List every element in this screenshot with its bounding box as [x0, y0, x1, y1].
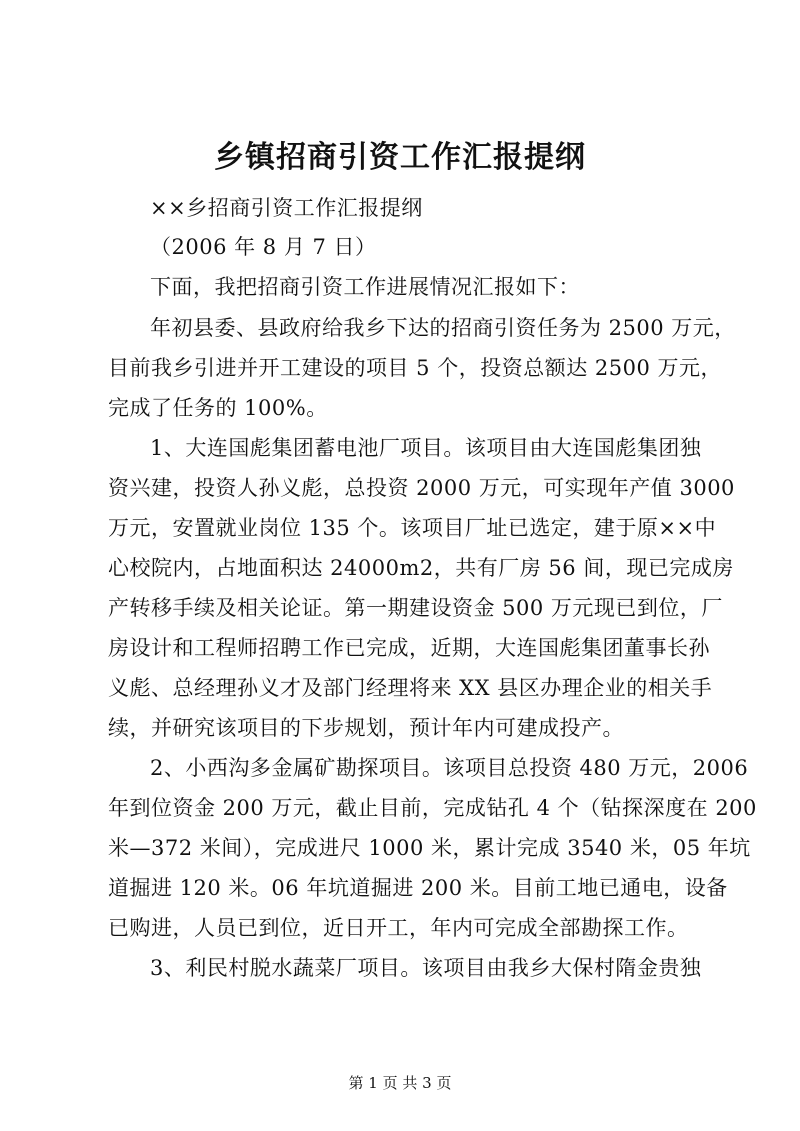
- paragraph-line: 道掘进 120 米。06 年坑道掘进 200 米。目前工地已通电，设备: [108, 876, 728, 900]
- paragraph-line: 2、小西沟多金属矿勘探项目。该项目总投资 480 万元，2006: [150, 756, 749, 780]
- paragraph-line: 1、大连国彪集团蓄电池厂项目。该项目由大连国彪集团独: [150, 436, 702, 460]
- paragraph-line: 续，并研究该项目的下步规划，预计年内可建成投产。: [108, 716, 624, 740]
- paragraph-line: 产转移手续及相关论证。第一期建设资金 500 万元现已到位，厂: [108, 596, 723, 620]
- paragraph-line: 心校院内，占地面积达 24000m2，共有厂房 56 间，现已完成房: [108, 556, 734, 580]
- paragraph-line: 房设计和工程师招聘工作已完成，近期，大连国彪集团董事长孙: [108, 636, 710, 660]
- paragraph-line: 米—372 米间），完成进尺 1000 米，累计完成 3540 米，05 年坑: [108, 836, 751, 860]
- page-number-footer: 第 1 页 共 3 页: [348, 1074, 452, 1092]
- paragraph-line: 3、利民村脱水蔬菜厂项目。该项目由我乡大保村隋金贵独: [150, 956, 702, 980]
- paragraph-line: 完成了任务的 100%。: [108, 396, 328, 420]
- paragraph-line: 下面，我把招商引资工作进展情况汇报如下：: [150, 275, 580, 299]
- paragraph-line: 万元，安置就业岗位 135 个。该项目厂址已选定，建于原××中: [108, 516, 717, 540]
- paragraph-line: 资兴建，投资人孙义彪，总投资 2000 万元，可实现年产值 3000: [108, 476, 735, 500]
- paragraph-line: 已购进，人员已到位，近日开工，年内可完成全部勘探工作。: [108, 916, 689, 940]
- subtitle-line: ××乡招商引资工作汇报提纲: [150, 196, 423, 220]
- document-title: 乡镇招商引资工作汇报提纲: [214, 140, 586, 175]
- paragraph-line: 目前我乡引进并开工建设的项目 5 个，投资总额达 2500 万元，: [108, 356, 723, 380]
- date-line: （2006 年 8 月 7 日）: [150, 235, 377, 259]
- paragraph-line: 义彪、总经理孙义才及部门经理将来 XX 县区办理企业的相关手: [108, 676, 713, 700]
- paragraph-line: 年初县委、县政府给我乡下达的招商引资任务为 2500 万元，: [150, 316, 736, 340]
- paragraph-line: 年到位资金 200 万元，截止目前，完成钻孔 4 个（钻探深度在 200: [108, 796, 757, 820]
